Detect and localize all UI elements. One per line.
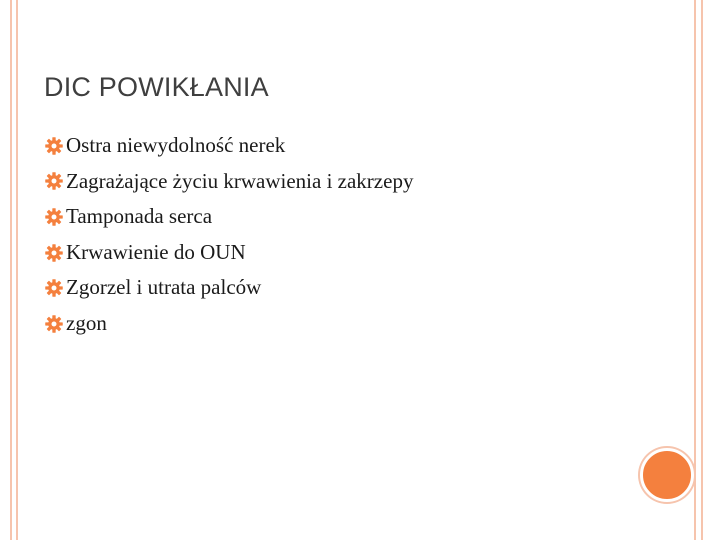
gear-icon <box>44 171 64 191</box>
bullet-list <box>44 128 413 342</box>
decorative-circle <box>640 448 694 502</box>
bullet-text: Tamponada serca <box>66 204 213 229</box>
right-frame-line-outer <box>701 0 703 540</box>
bullet-text: Zagrażające życiu krwawienia i zakrzepy <box>66 168 414 193</box>
gear-icon <box>44 278 64 298</box>
gear-icon <box>44 243 64 263</box>
bullet-item <box>44 164 413 200</box>
bullet-item <box>44 235 413 271</box>
bullet-item <box>44 128 413 164</box>
left-frame-line-inner <box>16 0 18 540</box>
bullet-text: Ostra niewydolność nerek <box>66 133 286 157</box>
slide-title: DIC POWIKŁANIA <box>44 72 269 102</box>
bullet-text: Zgorzel i utrata palców <box>66 275 262 300</box>
right-frame-line-inner <box>694 0 696 540</box>
bullet-item <box>44 270 413 306</box>
bullet-text: zgon <box>66 310 107 335</box>
left-frame-line-outer <box>10 0 12 540</box>
gear-icon <box>44 207 64 227</box>
bullet-text: Krwawienie do OUN <box>66 239 246 264</box>
bullet-item <box>44 306 413 342</box>
gear-icon <box>44 136 64 156</box>
bullet-item <box>44 199 413 235</box>
gear-icon <box>44 314 64 334</box>
